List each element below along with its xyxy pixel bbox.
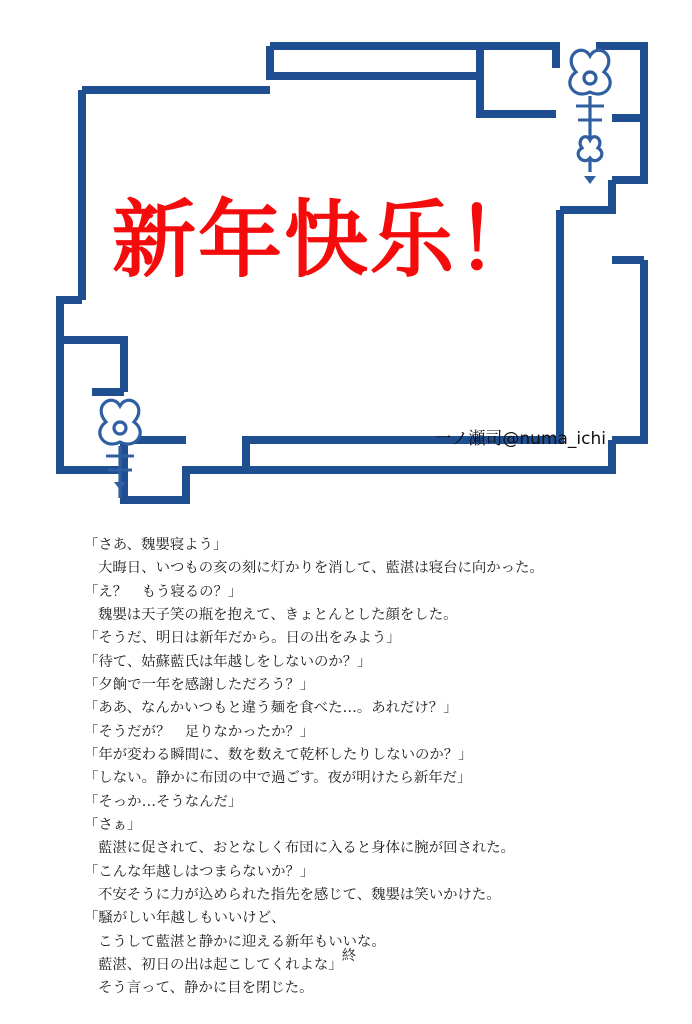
knot-ornament-top-right [570,50,610,184]
story-line: 「そうだが？ 足りなかったか？」 [84,723,315,740]
greeting-title: 新年快乐！ [112,191,543,289]
story-line: 魏嬰は天子笑の瓶を抱えて、きょとんとした顔をした。 [98,606,458,623]
story-line: 藍湛、初日の出は起こしてくれよな」 [98,956,343,973]
knot-ornament-bottom-left [100,400,140,498]
story-line: 「年が変わる瞬間に、数を数えて乾杯したりしないのか？」 [84,746,473,763]
story-text [84,534,614,1001]
story-line: 「そっか…そうなんだ」 [84,793,243,810]
story-line: 「さあ、魏嬰寝よう」 [84,537,228,553]
story-line: 「騒がしい年越しもいいけど、 [84,910,286,927]
story-line: 不安そうに力が込められた指先を感じて、魏嬰は笑いかけた。 [98,886,501,903]
story-line: 「こんな年越しはつまらないか？」 [84,863,315,880]
story-line: そう言って、静かに目を閉じた。 [98,980,314,997]
story-line: 「待て、姑蘇藍氏は年越しをしないのか？」 [84,653,372,670]
story-line: 「しない。静かに布団の中で過ごす。夜が明けたら新年だ」 [84,770,472,787]
author-credit: 一ノ瀬司@numa_ichi [434,429,606,449]
story-line: 「そうだ、明日は新年だから。日の出をみよう」 [84,630,401,647]
story-line: 「え？ もう寝るの？」 [84,583,243,600]
story-line: 「夕餉で一年を感謝しただろう？」 [84,676,315,693]
story-line: 「ああ、なんかいつもと違う麺を食べた…。あれだけ？」 [84,700,458,717]
story-line: 「さぁ」 [84,816,142,833]
story-line: こうして藍湛と静かに迎える新年もいいな。 [98,933,386,950]
story-line: 藍湛に促されて、おとなしく布団に入ると身体に腕が回された。 [98,840,516,857]
story-line: 大晦日、いつもの亥の刻に灯かりを消して、藍湛は寝台に向かった。 [98,560,544,577]
end-mark: 終 [341,948,357,964]
